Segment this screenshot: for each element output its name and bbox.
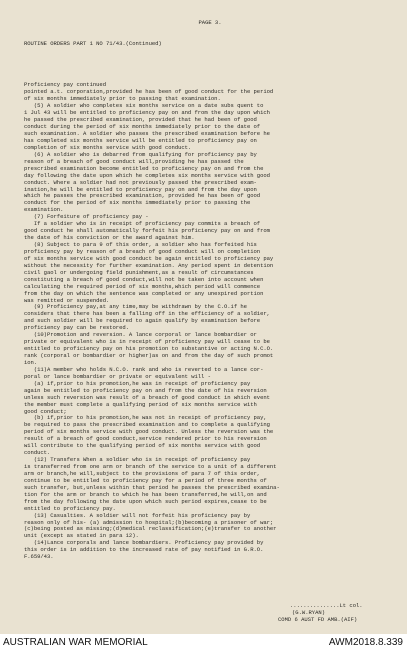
document-line: F.659/43. bbox=[24, 554, 54, 561]
document-line: period of six months service with good conduct. Unless the reversion was the bbox=[24, 429, 274, 436]
document-line: conduct. bbox=[24, 450, 51, 457]
document-line: If a soldier who is in receipt of proficiency pay commits a breach of bbox=[24, 221, 261, 228]
document-line: unless such reversion was result of a breach of good conduct in which event bbox=[24, 394, 270, 401]
document-line: (12) Transfers When a soldier who is in receipt of proficiency pay bbox=[24, 457, 251, 464]
document-line: proficiency pay by reason of a breach of good conduct will on completion bbox=[24, 248, 261, 255]
document-line: Proficiency pay continued bbox=[24, 82, 106, 89]
document-line: of six months service with good conduct be again entitled to proficiency pay bbox=[24, 255, 274, 262]
document-line: proficiency pay can be restored. bbox=[24, 325, 129, 332]
document-line: was remitted or suspended. bbox=[24, 297, 110, 304]
document-line: (6) A soldier who is debarred from qualifying for proficiency pay by bbox=[24, 151, 257, 158]
document-line: is transferred from one arm or branch of the service to a unit of a different bbox=[24, 464, 277, 470]
document-line: (13) Casualties. A soldier will not forfeit his proficiency pay by bbox=[24, 512, 251, 519]
document-line: reason of a breach of good conduct will,providing he has passed the bbox=[24, 158, 244, 165]
document-line: (c)being posted as missing;(d)medical reclassification;(e)transfer to another bbox=[24, 526, 277, 533]
document-line: the member must complete a qualifying period of six months service with bbox=[24, 401, 257, 408]
document-line: civil gaol or undergoing field punishment,as a result of circumstances bbox=[24, 269, 254, 276]
document-line: tion for the arm or branch to which he has been transferred,he will,on and bbox=[24, 491, 267, 498]
document-line: private or equivalent who is in receipt of proficiency pay will cease to be bbox=[24, 339, 270, 346]
document-line: (8) Subject to para 9 of this order, a soldier who has forfeited his bbox=[24, 242, 257, 248]
document-line: (9) Proficiency pay,at any time,may be withdrawn by the C.O.if he bbox=[24, 304, 247, 311]
document-line: result of a breach of good conduct,service rendered prior to his reversion bbox=[24, 436, 267, 443]
document-line: continue to be entitled to proficiency pay for a period of three months of bbox=[24, 477, 267, 484]
document-line: entitled to proficiency pay on his promotion to substantive or acting N.C.O. bbox=[24, 346, 274, 353]
document-line: unit (except as stated in para 12). bbox=[24, 533, 139, 540]
document-line: good conduct; bbox=[24, 408, 67, 415]
document-line: completion of six months service with good conduct. bbox=[24, 144, 192, 151]
document-line: conduct during the period of six months immediately prior to the date of bbox=[24, 124, 261, 131]
document-line: from the day on which the sentence was completed or any unexpired portion bbox=[24, 290, 264, 297]
document-line: has completed six months service will be entitled to proficiency pay on bbox=[24, 137, 257, 144]
spacer bbox=[24, 62, 396, 69]
document-line: (11)A member who holds N.C.O. rank and who is reverted to a lance cor- bbox=[24, 366, 264, 373]
document-line: again be entitled to proficiency pay on and from the date of his reversion bbox=[24, 387, 267, 394]
document-line: such examination. A soldier who passes the prescribed examination before he bbox=[24, 131, 270, 137]
signature-block bbox=[262, 602, 382, 623]
document-line: conduct for the period of six months immediately prior to passing the bbox=[24, 200, 251, 207]
document-line: ion. bbox=[24, 359, 38, 366]
document-line: constituting a breach of good conduct,will not be taken into account when bbox=[24, 276, 264, 283]
document-line: will contribute to the qualifying period of six months service with good bbox=[24, 443, 261, 450]
footer-archive-name: AUSTRALIAN WAR MEMORIAL bbox=[3, 637, 148, 648]
document-line: of six months immediately prior to passing that examination. bbox=[24, 96, 221, 103]
document-body bbox=[24, 6, 396, 561]
document-line: (a) if,prior to his promotion,he was in receipt of proficiency pay bbox=[24, 380, 251, 387]
document-line: poral or lance bombardier or private or equivalent will - bbox=[24, 373, 211, 380]
document-line: (b) if,prior to his promotion,he was not in receipt of proficiency pay, bbox=[24, 415, 267, 422]
document-header: ROUTINE ORDERS PART 1 NO 71/43.(Continued) bbox=[24, 40, 162, 47]
document-line: prescribed examination become entitled to proficiency pay on and from the bbox=[24, 165, 264, 172]
document-line: conduct. Where a soldier had not previously passed the prescribed exam- bbox=[24, 179, 257, 186]
document-line: such transfer, but,unless within that period he passes the prescribed examina- bbox=[24, 484, 280, 491]
signatory-title: COMD 6 AUST FD AMB.(AIF) bbox=[278, 616, 358, 623]
document-line: which he passes the prescribed examination, provided he has been of good bbox=[24, 193, 261, 200]
document-line: he passed the prescribed examination, provided that he had been of good bbox=[24, 117, 257, 124]
document-line: rank (corporal or bombardier or higher)as on and from the day of such promot bbox=[24, 353, 274, 359]
page-label: PAGE 3. bbox=[198, 19, 222, 26]
document-line: examination. bbox=[24, 207, 64, 214]
document-line: good conduct he shall automatically forfeit his proficiency pay on and from bbox=[24, 228, 270, 235]
signature-line: ...............Lt col. bbox=[290, 602, 363, 609]
document-line: (7) Forfeiture of proficiency pay - bbox=[24, 214, 149, 221]
document-line: without the necessity for further examination. Any period spent in detention bbox=[24, 262, 274, 269]
signatory-name: (G.W.RYAN) bbox=[292, 609, 326, 616]
archive-footer bbox=[0, 634, 407, 653]
document-line: pointed a.t. corporation,provided he has been of good conduct for the period bbox=[24, 89, 274, 96]
document-line: the date of his conviction or the award against him. bbox=[24, 235, 195, 242]
document-line: (5) A soldier who completes six months service on a date subs quent to bbox=[24, 103, 264, 110]
document-line: 1 Jul 43 will be entitled to proficiency pay on and from the day upon which bbox=[24, 110, 270, 117]
document-line: from the day following the date upon which such period expires,cease to be bbox=[24, 498, 267, 505]
document-line: day following the date upon which he completes six months service with good bbox=[24, 172, 270, 179]
document-line: (10)Promotion and reversion. A lance corporal or lance bombardier or bbox=[24, 332, 257, 339]
document-line: (14)Lance corporals and lance bombardiers. Proficiency pay provided by bbox=[24, 540, 264, 547]
footer-reference-number: AWM2018.8.339 bbox=[328, 637, 403, 648]
document-line: reason only of his- (a) admission to hospital;(b)becoming a prisoner of war; bbox=[24, 519, 274, 526]
document-line: considers that there has been a falling off in the efficiency of a soldier, bbox=[24, 311, 270, 318]
document-line: entitled to proficiency pay. bbox=[24, 505, 116, 512]
document-line: this order is in addition to the increased rate of pay notified in G.R.O. bbox=[24, 547, 264, 554]
document-line: and such soldier will be required to again qualify by examination before bbox=[24, 318, 261, 325]
document-line: be required to pass the prescribed examination and to complete a qualifying bbox=[24, 422, 270, 429]
document-line: arm or branch,he will,subject to the provisions of para 7 of this order, bbox=[24, 470, 261, 477]
document-line: calculating the required period of six months,which period will commence bbox=[24, 283, 261, 290]
document-line: ination,he will be entitled to proficiency pay on and from the day upon bbox=[24, 186, 257, 193]
